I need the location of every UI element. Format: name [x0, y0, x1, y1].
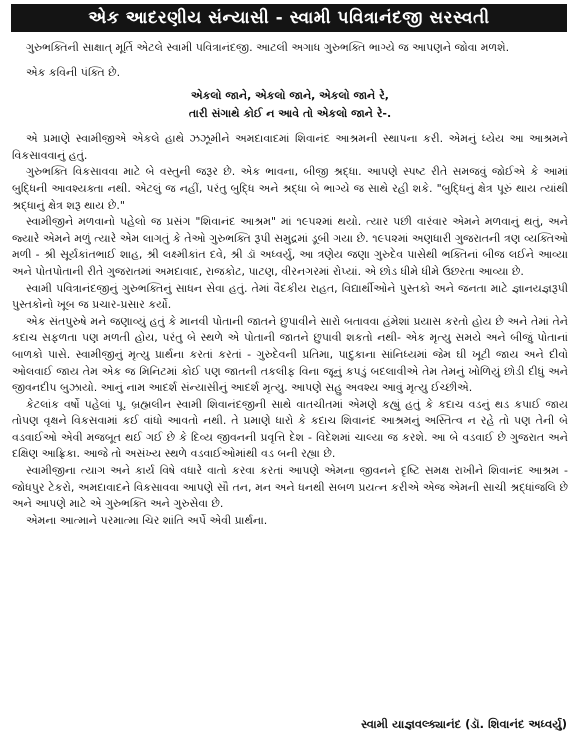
paragraph-poem-intro: એક કવિની પંક્તિ છે. — [26, 65, 121, 79]
paragraph-intro: ગુરુભક્તિની સાક્ષાત્ મૂર્તિ એટલે સ્વામી પવિત્રાનંદજી. આટલી અગાધ ગુરુભક્તિ ભાગ્યે જ આપણને જોવા મળશે. — [26, 41, 510, 54]
paragraph-tribute: સ્વામીજીના ત્યાગ અને કાર્ય વિષે વધારે વાતો કરવા કરતાં આપણે એમના જીવનને દૃષ્ટિ સમક્ષ રાખીને શિવાનંદ આશ્રમ - જોધપુર ટેકરો, અમદાવાદને વિકસાવવા આપણે સૌ તન, મન અને ધનથી સબળ પ્રયત્ન કરીએ એજ એમની સાચી શ્રદ્ધાંજલિ છે અને આપણે માટે એ ગુરુભક્તિ અને ગુરુસેવા છે. — [12, 464, 568, 511]
paragraph-seva: સ્વામી પવિત્રાનંદજીનું ગુરુભક્તિનું સાધન સેવા હતું. તેમાં વૈદકીય રાહત, વિદ્યાર્થીઓને પુસ્તકો અને જનતા માટે જ્ઞાનયજ્ઞરૂપી પુસ્તકોનો ખૂબ જ પ્રચાર-પ્રસાર કર્યો. — [12, 281, 568, 312]
paragraph-meeting: સ્વામીજીને મળવાનો પહેલો જ પ્રસંગ "શિવાનંદ આશ્રમ" માં ૧૯૫૨માં થયો. ત્યાર પછી વારંવાર એમને મળવાનું થતું, અને જ્યારે એમને મળું ત્યારે એમ લાગતું કે તેઓ ગુરુભક્તિ રૂપી સમુદ્રમાં ડૂબી ગયા છે. ૧૯૫૨માં અણધારી ગુજરાતની ત્રણ વ્યક્તિઓ મળી - શ્રી સૂર્યકાંતભાઈ શાહ, શ્રી લક્ષ્મીકાંત દવે, શ્રી ડૉ અધ્વર્યુ, આ ત્રણેય જણા ગુરુદેવ પાસેથી ભક્તિનાં બીજ લઈને આવ્યા અને પોતપોતાની રીતે ગુજરાતમાં અમદાવાદ, રાજકોટ, પાટણ, વીરનગરમાં રોપ્યાં. એ છોડ ધીમે ધીમે ઉછરતા આવ્યા છે. — [12, 215, 568, 278]
paragraph-banyan: કેટલાંક વર્ષો પહેલાં પૂ. બ્રહ્મલીન સ્વામી શિવાનંદજીની સાથે વાતચીતમાં એમણે કહ્યું હતું કે કદાચ વડનું થડ કપાઈ જાય તોપણ વૃક્ષને વિકસવામાં કઈ વાંધો આવતો નથી. તે પ્રમાણે ધારો કે કદાચ શિવાનંદ આશ્રમનું અસ્તિત્વ ન રહે તો પણ તેની બે વડવાઈઓ એવી મજબૂત થઈ ગઈ છે કે દિવ્ય જીવનની પ્રવૃત્તિ દેશ - વિદેશમાં ચાલ્યા જ કરશે. આ બે વડવાઈ છે ગુજરાત અને દક્ષિણ આફ્રિકા. આજે તો અસંખ્ય સ્થળે વડવાઈઓમાંથી વડ બની રહ્યા છે. — [12, 397, 568, 461]
poem-block — [12, 87, 568, 123]
poem-line-2: તારી સંગાથે કોઈ ન આવે તો એકલો જાને રે-. — [188, 107, 392, 121]
page-title: એક આદરણીય સંન્યાસી - સ્વામી પવિત્રાનંદજી સરસ્વતી — [11, 4, 567, 32]
poem-line-1: એકલો જાને, એકલો જાને, એકલો જાને રે, — [191, 89, 389, 103]
paragraph-death: એક સંતપુરુષે મને જણાવ્યું હતું કે માનવી પોતાની જાતને છુપાવીને સારો બતાવવા હંમેશાં પ્રયાસ કરતો હોય છે અને તેમાં તેને કદાચ સફળતા પણ મળતી હોય, પરંતુ બે સ્થળે એ પોતાની જાતને છુપાવી શકતો નથી- એક મૃત્યુ સમયે અને બીજું પોતાનાં બાળકો પાસે. સ્વામીજીનું મૃત્યુ પ્રાર્થના કરતાં કરતાં - ગુરુદેવની પ્રતિમા, પાદુકાના સાંનિધ્યમાં જેમ ઘી ખૂટી જાય અને દીવો ઓલવાઈ જાય તેમ એક જ મિનિટમાં કોઈ પણ જાતની તકલીફ વિના જૂનું કપડું બદલાવીએ તેમ તેમનું ખોળિયું છોડી દીધું અને જીવનદીપ બુઝાયો. આનું નામ આદર્શ સંન્યાસીનું આદર્શ મૃત્યુ. આપણે સહુ અવશ્ય આવું મૃત્યુ ઈચ્છીએ. — [12, 314, 568, 395]
paragraph-ashram: એ પ્રમાણે સ્વામીજીએ એકલે હાથે ઝઝૂમીને અમદાવાદમાં શિવાનંદ આશ્રમની સ્થાપના કરી. એમનું ધ્યેય આ આશ્રમને વિકસાવવાનું હતું. — [12, 132, 568, 162]
paragraph-bhakti: ગુરુભક્તિ વિકસાવવા માટે બે વસ્તુની જરૂર છે. એક ભાવના, બીજી શ્રદ્ધા. આપણે સ્પષ્ટ રીતે સમજવું જોઈએ કે આમાં બુદ્ધિની આવશ્યક્તા નથી. એટલું જ નહીં, પરંતુ બુદ્ધિ અને શ્રદ્ધા બે ભાગ્યે જ સાથે રહી શકે. "બુદ્ધિનું ક્ષેત્ર પૂરું થાય ત્યાંથી શ્રદ્ધાનું ક્ષેત્ર શરૂ થાય છે." — [12, 165, 568, 212]
article-body — [12, 40, 568, 529]
author-signature: સ્વામી યાજ્ઞવલ્ક્યાનંદ (ડૉ. શિવાનંદ અધ્વર્યુ) — [361, 717, 567, 731]
paragraph-prayer: એમના આત્માને પરમાત્મા ચિર શાંતિ અર્પે એવી પ્રાર્થના. — [26, 513, 268, 527]
